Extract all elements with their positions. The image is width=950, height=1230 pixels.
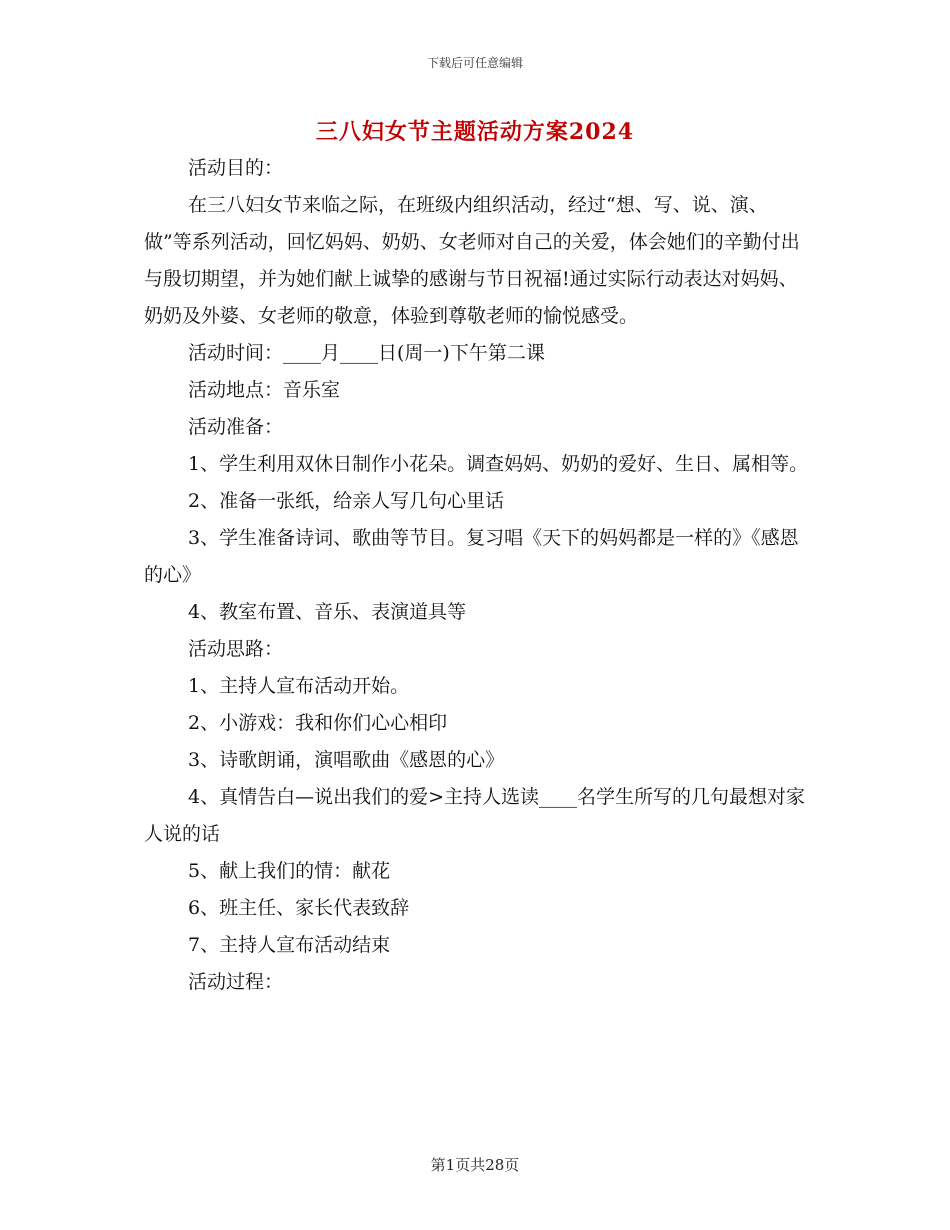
list-item: 3、学生准备诗词、歌曲等节目。复习唱《天下的妈妈都是一样的》《感恩的心》: [144, 527, 799, 586]
paragraph-preparation-heading: 活动准备：: [188, 416, 284, 438]
list-item: 5、献上我们的情：献花: [188, 860, 391, 882]
list-item: 2、小游戏：我和你们心心相印: [188, 712, 448, 734]
paragraph-purpose-heading: 活动目的：: [188, 157, 284, 179]
list-item: 2、准备一张纸，给亲人写几句心里话: [188, 490, 505, 512]
list-item: 3、诗歌朗诵，演唱歌曲《感恩的心》: [188, 749, 505, 771]
list-item: 4、教室布置、音乐、表演道具等: [188, 601, 467, 623]
list-item: 7、主持人宣布活动结束: [188, 934, 391, 956]
paragraph-process-heading: 活动过程：: [188, 971, 284, 993]
document-title: 三八妇女节主题活动方案2024: [315, 119, 635, 145]
paragraph-location: 活动地点：音乐室: [188, 379, 341, 401]
header-note: 下载后可任意编辑: [426, 56, 523, 70]
list-item: 1、主持人宣布活动开始。: [188, 675, 410, 697]
page-indicator: 第1页共28页: [430, 1156, 520, 1174]
paragraph-time: 活动时间：____月____日(周一)下午第二课: [188, 342, 545, 364]
list-item: 4、真情告白—说出我们的爱>主持人选读____名学生所写的几句最想对家人说的话: [144, 786, 806, 845]
paragraph-approach-heading: 活动思路：: [188, 638, 284, 660]
list-item: 6、班主任、家长代表致辞: [188, 897, 410, 919]
list-item: 1、学生利用双休日制作小花朵。调查妈妈、奶奶的爱好、生日、属相等。: [188, 453, 809, 475]
document-body: [144, 150, 814, 1001]
paragraph-purpose-body: 在三八妇女节来临之际，在班级内组织活动，经过“想、写、说、演、做”等系列活动，回忆妈妈、奶奶、女老师对自己的关爱，体会她们的辛勤付出与殷切期望，并为她们献上诚挚的感谢与节日祝福!通过实际行动表达对妈妈、奶奶及外婆、女老师的敬意，体验到尊敬老师的愉悦感受。: [144, 194, 800, 327]
